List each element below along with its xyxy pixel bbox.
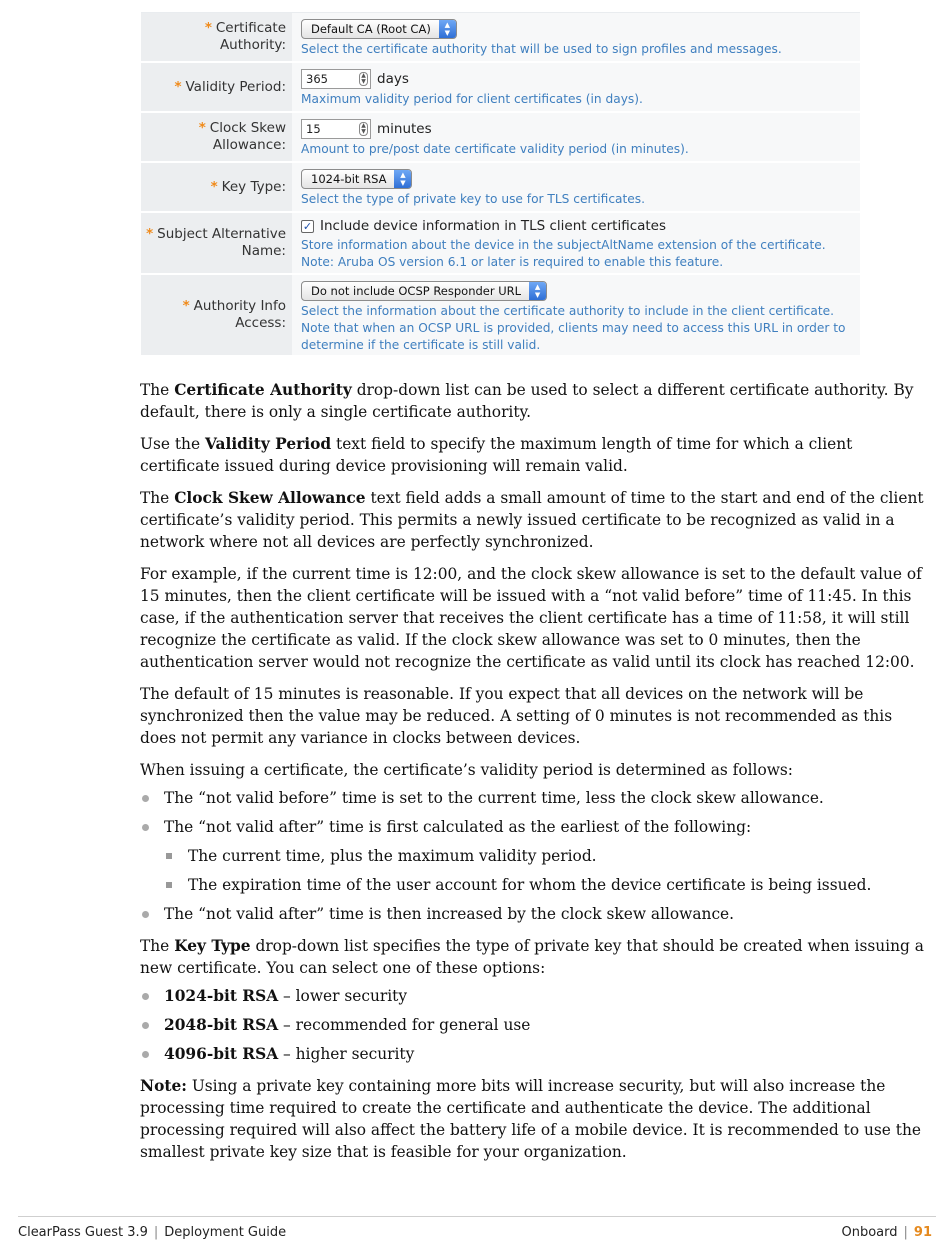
bullet-item: The “not valid after” time is first calculated as the earliest of the following:	[140, 816, 932, 838]
field-label	[141, 213, 292, 273]
help-text: Amount to pre/post date certificate validity period (in minutes).	[301, 142, 689, 156]
paragraph: Use the Validity Period text field to specify the maximum length of time for which a client certificate issued during device provisioning will remain valid.	[140, 435, 853, 475]
bullet-item: 4096-bit RSA – higher security	[140, 1043, 932, 1065]
select-value: Default CA (Root CA)	[311, 22, 431, 36]
bullet-item: 1024-bit RSA – lower security	[140, 985, 932, 1007]
paragraph: The Clock Skew Allowance text field adds a small amount of time to the start and end of the client certificate’s validity period. This permits a newly issued certificate to be recognized as valid in a network where not all devices are perfectly synchronized.	[140, 489, 924, 551]
select-value: Do not include OCSP Responder URL	[311, 284, 522, 298]
label-text: Validity Period:	[185, 78, 286, 95]
sub-bullet-item: The expiration time of the user account for whom the device certificate is being issued.	[140, 874, 932, 896]
row-validity-period	[141, 63, 860, 113]
required-asterisk: *	[210, 178, 218, 195]
row-certificate-authority	[141, 13, 860, 63]
unit-label: days	[377, 71, 409, 87]
field-label	[141, 63, 292, 111]
certificate-authority-select[interactable]	[301, 19, 457, 39]
select-arrows-icon: ▲ ▼	[439, 20, 456, 38]
note-paragraph: Note: Using a private key containing more bits will increase security, but will also increase the processing time required to create the certificate and authenticate the device. The additional processing required will also affect the battery life of a mobile device. It is recommended to use the smallest private key size that is feasible for your organization.	[140, 1077, 921, 1161]
label-text: Key Type:	[221, 178, 286, 195]
field-label	[141, 113, 292, 161]
help-text: Select the certificate authority that will be used to sign profiles and messages.	[301, 42, 782, 56]
clock-skew-input[interactable]	[301, 119, 371, 139]
row-authority-info-access	[141, 275, 860, 357]
paragraph: The Key Type drop-down list specifies the type of private key that should be created when issuing a new certificate. You can select one of these options:	[140, 937, 924, 977]
body-text	[140, 379, 932, 1173]
help-text: Select the type of private key to use for TLS certificates.	[301, 192, 645, 206]
label-text: Subject Alternative	[157, 226, 286, 242]
input-value: 15	[306, 122, 321, 136]
help-text: Maximum validity period for client certificates (in days).	[301, 92, 643, 106]
bullet-item: The “not valid before” time is set to the current time, less the clock skew allowance.	[140, 787, 932, 809]
page-number: 91	[913, 1225, 932, 1240]
spinner-icon[interactable]: ▲ ▼	[359, 72, 368, 86]
label-text-line2: Authority:	[219, 37, 286, 53]
row-clock-skew	[141, 113, 860, 163]
paragraph: For example, if the current time is 12:00, and the clock skew allowance is set to the default value of 15 minutes, then the client certificate will be issued with a “not valid before” time of 11:45. In this case, if the authentication server that receives the client certificate has a time of 11:58, it will still recognize the certificate as valid. If the clock skew allowance was set to 0 minutes, then the authentication server would not recognize the certificate as valid until its clock has reached 12:00.	[140, 565, 922, 671]
product-name: ClearPass Guest 3.9	[18, 1225, 148, 1240]
paragraph: When issuing a certificate, the certificate’s validity period is determined as follows:	[140, 761, 793, 779]
footer-divider	[18, 1216, 936, 1217]
bullet-item: 2048-bit RSA – recommended for general use	[140, 1014, 932, 1036]
input-value: 365	[306, 72, 328, 86]
field-cell	[292, 163, 860, 211]
section-name: Onboard	[841, 1225, 898, 1240]
unit-label: minutes	[377, 121, 432, 137]
required-asterisk: *	[204, 20, 212, 36]
select-value: 1024-bit RSA	[311, 172, 387, 186]
field-cell	[292, 113, 860, 161]
document-title: Deployment Guide	[164, 1225, 287, 1240]
help-text: Select the information about the certificate authority to include in the client certificate.	[301, 304, 834, 318]
include-device-info-checkbox[interactable]: ✓	[302, 219, 313, 233]
required-asterisk: *	[146, 226, 154, 242]
spinner-icon[interactable]: ▲ ▼	[359, 122, 368, 136]
paragraph: The Certificate Authority drop-down list can be used to select a different certificate authority. By default, there is only a single certificate authority.	[140, 381, 914, 421]
label-text-line2: Allowance:	[212, 137, 286, 153]
footer-left	[18, 1225, 286, 1240]
footer-right	[842, 1225, 933, 1240]
label-text: Clock Skew	[209, 120, 286, 136]
bullet-item: The “not valid after” time is then increased by the clock skew allowance.	[140, 903, 932, 925]
label-text: Certificate	[215, 20, 286, 36]
required-asterisk: *	[198, 120, 206, 136]
required-asterisk: *	[174, 78, 182, 95]
certificate-settings-form	[141, 12, 860, 357]
authority-info-access-select[interactable]	[301, 281, 547, 301]
help-text: Store information about the device in the subjectAltName extension of the certificate.	[301, 238, 826, 252]
help-text-line2: Note that when an OCSP URL is provided, clients may need to access this URL in order to	[301, 321, 846, 335]
checkbox-label: Include device information in TLS client certificates	[320, 218, 667, 234]
select-arrows-icon: ▲ ▼	[529, 282, 546, 300]
field-label	[141, 275, 292, 355]
help-text-note: Note: Aruba OS version 6.1 or later is required to enable this feature.	[301, 255, 724, 269]
row-subject-alt-name	[141, 213, 860, 275]
label-text-line2: Access:	[235, 315, 286, 331]
validity-period-input[interactable]	[301, 69, 371, 89]
help-text-line3: determine if the certificate is still valid.	[301, 338, 541, 352]
field-cell	[292, 13, 860, 61]
label-text: Authority Info	[193, 298, 286, 314]
footer-separator: |	[903, 1225, 908, 1240]
row-key-type	[141, 163, 860, 213]
field-cell	[292, 63, 860, 111]
key-type-select[interactable]	[301, 169, 412, 189]
required-asterisk: *	[182, 298, 190, 314]
label-text-line2: Name:	[241, 243, 286, 259]
field-label	[141, 13, 292, 61]
field-label	[141, 163, 292, 211]
sub-bullet-item: The current time, plus the maximum validity period.	[140, 845, 932, 867]
field-cell	[292, 275, 860, 355]
select-arrows-icon: ▲ ▼	[394, 170, 411, 188]
field-cell	[292, 213, 860, 273]
footer-separator: |	[153, 1225, 159, 1240]
paragraph: The default of 15 minutes is reasonable. If you expect that all devices on the network will be synchronized then the value may be reduced. A setting of 0 minutes is not recommended as this does not permit any variance in clocks between devices.	[140, 685, 893, 747]
